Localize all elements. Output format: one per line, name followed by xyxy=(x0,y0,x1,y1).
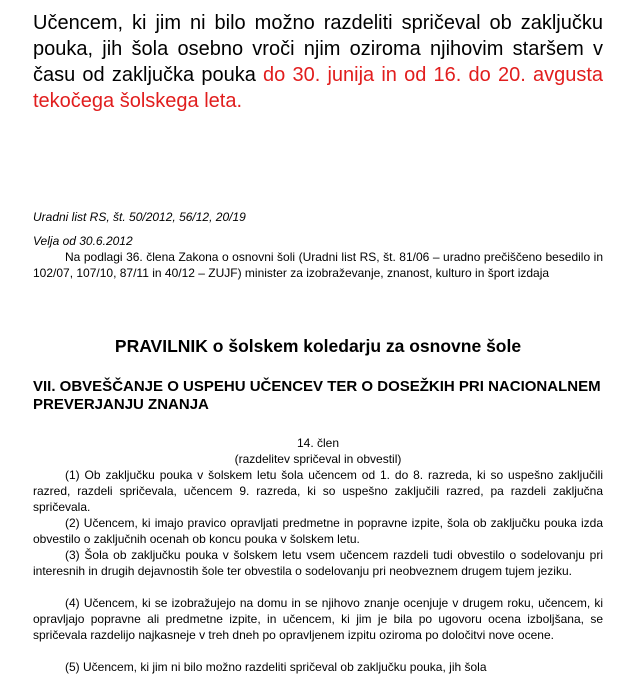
paragraph-4: (4) Učencem, ki se izobražujejo na domu in se njihovo znanje ocenjuje v drugem roku, učencem, ki opravljajo popravne ali predmetne izpite, in učencem, ki jim je bila po ugovoru ocena izboljšana, se spričevala razdelijo najkasneje v treh dneh po opravljenem izpitu oziroma po določitvi nove ocene. xyxy=(33,596,603,642)
article-number: 14. člen xyxy=(296,436,340,450)
preamble: Na podlagi 36. člena Zakona o osnovni šoli (Uradni list RS, št. 81/06 – uradno prečiščeno besedilo in 102/07, 107/10, 87/11 in 40/12 – ZUJF) minister za izobraževanje, znanost, kulturo in šport izdaja xyxy=(33,250,603,280)
validity-date: Velja od 30.6.2012 xyxy=(33,234,133,248)
gazette-reference: Uradni list RS, št. 50/2012, 56/12, 20/19 xyxy=(33,210,246,224)
paragraph-1: (1) Ob zaključku pouka v šolskem letu šola učencem od 1. do 8. razreda, ki so uspešno zaključili razred, razdeli spričevala, učencem 9. razreda, ki so uspešno zaključili razred, pa razdeli zaključna spričevala. xyxy=(33,468,603,514)
document-title: PRAVILNIK o šolskem koledarju za osnovne šole xyxy=(114,336,522,356)
paragraph-2: (2) Učencem, ki imajo pravico opravljati predmetne in popravne izpite, šola ob zaključku pouka izda obvestilo o zaključnih ocenah ob koncu pouka v šolskem letu. xyxy=(33,516,603,546)
article-subtitle: (razdelitev spričeval in obvestil) xyxy=(234,452,402,466)
intro-text: Učencem, ki jim ni bilo možno razdeliti spričeval ob zaključku pouka, jih šola osebno vroči njim oziroma njihovim staršem v času od zaključka pouka xyxy=(33,12,603,86)
intro-deadline-text: do 30. junija in od 16. do 20. avgusta tekočega šolskega leta. xyxy=(33,64,604,112)
paragraph-5: (5) Učencem, ki jim ni bilo možno razdeliti spričeval ob zaključku pouka, jih šola xyxy=(65,660,487,674)
intro-notice xyxy=(33,10,603,114)
section-heading: VII. OBVEŠČANJE O USPEHU UČENCEV TER O DOSEŽKIH PRI NACIONALNEM PREVERJANJU ZNANJA xyxy=(33,378,601,413)
paragraph-3: (3) Šola ob zaključku pouka v šolskem letu vsem učencem razdeli tudi obvestilo o sodelovanju pri interesnih in drugih dejavnostih šole ter obvestila o sodelovanju pri neobveznem drugem tujem jeziku. xyxy=(33,548,603,578)
